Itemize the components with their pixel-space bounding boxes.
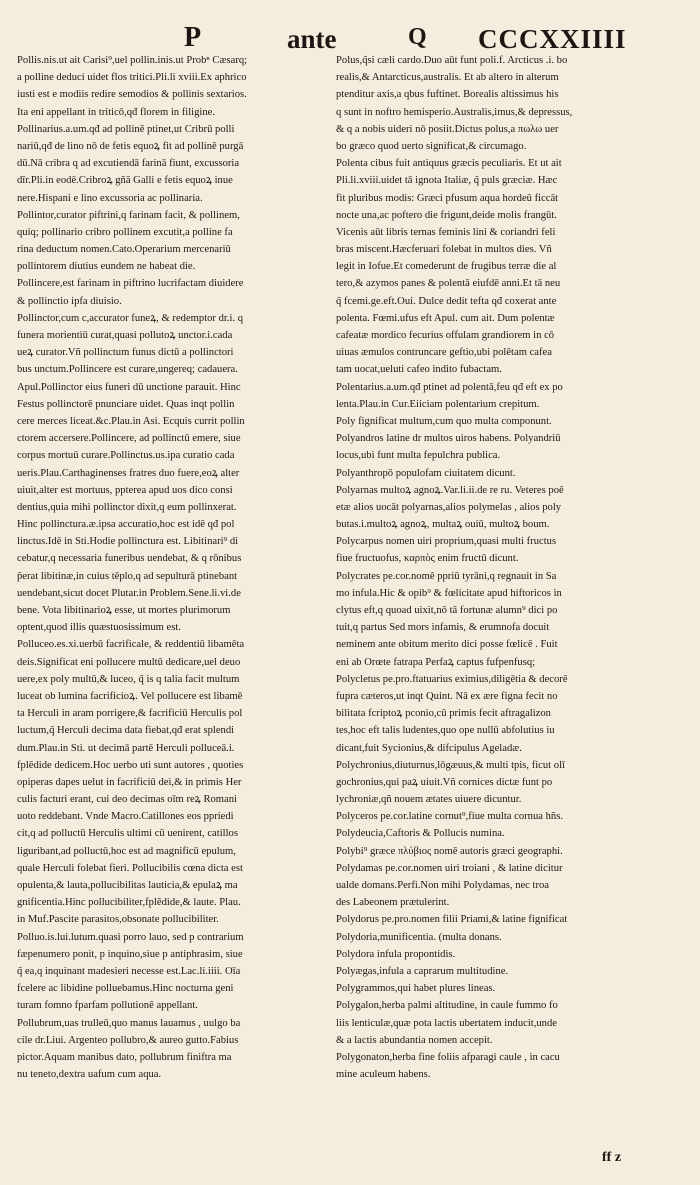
left-column-line: uere,ex poly multū,& luceo, q̃ is q talia facit multum xyxy=(17,673,240,685)
right-column-line: Polenta cibus fuit antiquus græcis peculiaris. Et ut ait xyxy=(336,158,562,170)
right-column-line: q̃ fcemi.ge.eft.Oui. Dulce dedit tefta qđ coxerat ante xyxy=(336,295,557,307)
left-text-column xyxy=(17,52,328,1083)
left-column-line: q̃ ea,q inquinant madesieri necesse est.Lac.li.iiii. Oīa xyxy=(17,965,241,977)
left-column-line: in Muf.Pascite parasitos,obsonate pollucibiliter. xyxy=(17,914,219,926)
right-column-line: Polychronius,diuturnus,lōgæuus,& multi tpis, ficut olī xyxy=(336,759,565,771)
left-column-line: Pollubrum,uas trulleū,quo manus lauamus , uulgo ba xyxy=(17,1017,241,1029)
right-column-line: clytus eft,q quoad uixit,nō tā fortunæ alumn⁹ dici po xyxy=(336,605,558,616)
right-column-line: Pli.li.xviii.uidet tā ignota Italiæ, q̃ puls græciæ. Hæc xyxy=(336,175,558,187)
right-column-line: Polydeucia,Caftoris & Pollucis numina. xyxy=(336,828,505,840)
right-column-line: bilitata fcriptoꝝ pconio,cū primis fecit aftragalizon xyxy=(336,708,551,720)
right-column-line: Polydoria,munificentia. (multa donans. xyxy=(336,931,502,943)
right-column-line: dicant,fuit Sycionius,& difcipulus Ageladæ. xyxy=(336,742,522,754)
left-column-line: Pollintor,curator piftrini,q farinam facit, & pollinem, xyxy=(17,209,240,221)
right-column-line: q sunt in noftro hemisperio.Australis,imus,& depressus, xyxy=(336,106,573,118)
left-column-line: Pollis.nis.ut ait Carisi⁹,uel pollin.inis.ut Probⁿ Cæsarq; xyxy=(17,55,248,66)
right-column-line: des Labeonem prætulerint. xyxy=(336,897,450,909)
right-column-line: polenta. Fœmi.ufus eft Apul. cum ait. Dum polentæ xyxy=(336,312,555,324)
right-column-line: Vicenis aūt libris ternas feminis lini & coriandri feli xyxy=(336,226,556,238)
left-column-line: Polluo.is.lui.lutum.quasi porro lauo, sed p contrarium xyxy=(17,931,244,943)
right-column-line: tes,hoc eft talis ludentes,quo ope nullū abfolutius iu xyxy=(336,725,555,737)
right-column-line: bras miscent.Hæcferuari folebat in multos dies. Vñ xyxy=(336,244,552,256)
left-column-line: quiq; pollinario cribro pollinem excutit,a polline fa xyxy=(17,226,233,238)
right-column-line: Polybi⁹ græce πλύβιος nomē autoris græci geographi. xyxy=(336,845,563,857)
folio-number: CCCXXIIII xyxy=(478,24,627,54)
right-column-line: fupra cæteros,ut inqt Quint. Nā ex ære figna fecit no xyxy=(336,690,558,702)
left-column-line: nere.Hispani e lino excussoria ac pollinaria. xyxy=(17,192,203,204)
right-column-line: cafeatæ mordico fecurius offulam grandiorem in cō xyxy=(336,330,555,341)
left-column-line: opulenta,& lauta,pollucibilitas lauticia,& epulaꝝ ma xyxy=(17,880,238,891)
right-column-line: uiuas æmulos contruncare geftio,ubi polētam cafea xyxy=(336,347,552,359)
left-column-line: dīr.Pli.in eodē.Cribroꝝ gñā Galli e fetis equoꝝ inue xyxy=(17,175,233,187)
left-column-line: Pollinctor,cum c,accurator funeꝝ, & redemptor dr.i. q xyxy=(17,312,244,324)
left-column-line: quale Herculi folebat fieri. Pollucibilis cœna dicta est xyxy=(17,862,243,874)
left-column-line: cebatur,q necessaria funeribus uendebat, & q rōnibus xyxy=(17,553,242,565)
right-column-line: Polycarpus nomen uiri proprium,quasi multi fructus xyxy=(336,536,557,548)
left-column-line: Ita eni appellant in triticō,qđ florem in filigine. xyxy=(17,106,215,118)
left-column-line: culis facturi erant, cui deo decimas oīm reꝝ Romani xyxy=(17,794,237,806)
left-column-line: pollintorem diutius eundem ne habeat die. xyxy=(17,261,196,273)
left-column-line: luctum,q̃ Herculi decima data fiebat,qđ erat splendi xyxy=(17,725,235,737)
right-column-line: Polygrammos,qui habet plures lineas. xyxy=(336,983,496,995)
right-column-line: Polygonaton,herba fine foliis afparagi caule , in cacu xyxy=(336,1051,560,1063)
right-column-line: & a lactis abundantia nomen accepit. xyxy=(336,1034,493,1046)
right-column-line: tero,& azymos panes & polentā eiufdē anni.Et tā neu xyxy=(336,278,561,290)
right-column-line: lychroniæ,qñ nouem ætates uiuere dicuntur. xyxy=(336,794,522,806)
left-column-line: pictor.Aquam manibus dato, pollubrum finiftra ma xyxy=(17,1051,232,1063)
left-column-line: ueꝝ curator.Vñ pollinctum funus dictū a pollinctori xyxy=(17,347,234,359)
header-word: ante xyxy=(287,24,337,54)
right-column-line: Poly fignificat multum,cum quo multa componunt. xyxy=(336,415,552,427)
right-column-line: eni ab Orœte fatrapa Perfaꝝ captus fufpenfusq; xyxy=(336,656,536,668)
left-column-line: funera morientiū curat,quasi pollutoꝝ unctor.i.cada xyxy=(17,330,233,341)
left-column-line: uoto reddebant. Vnde Macro.Catillones eos ppriedi xyxy=(17,811,234,823)
right-column-line: & q a nobis uideri nō posiit.Dictus polus,a πωλω uer xyxy=(336,123,559,135)
left-column-line: iusti est e modiis redire semodios & pollinis sextarios. xyxy=(17,89,247,101)
right-column-line: gochronius,qui paꝝ uiuit.Vñ cornices dictæ funt po xyxy=(336,776,553,788)
left-column-line: gnificentia.Hinc pollucibiliter,fplēdide,& laute. Plau. xyxy=(17,897,241,909)
left-column-line: cere merces liceat.&c.Plau.in Asi. Ecquis currit pollin xyxy=(17,415,245,427)
right-column-line: Polyægas,infula a caprarum multitudine. xyxy=(336,965,509,977)
right-column-line: tam uocat,ueluti cafeo indito fubactam. xyxy=(336,364,502,376)
left-column-line: Hinc pollinctura.æ.ipsa accuratio,hoc est idē qđ pol xyxy=(17,519,235,531)
left-column-line: uiuit,alter est mortuus, ppterea apud uos dico consi xyxy=(17,484,233,496)
right-column-line: ptenditur axis,a qbus fuftinet. Borealis altissimus his xyxy=(336,89,559,101)
left-column-line: dū.Nā cribra q ad excutiendā farinā fiunt, excussoria xyxy=(17,158,240,170)
left-column-line: nariū,qđ de lino nō de fetis equoꝝ fit ad pollinē purgā xyxy=(17,140,244,152)
right-column-line: locus,ubi funt multa fepulchra publica. xyxy=(336,450,501,462)
right-column-line: Polycrates pe.cor.nomē ppriū tyrāni,q regnauit in Sa xyxy=(336,570,557,582)
left-column-line: ta Herculi in aram porrigere,& facrificiū Herculis pol xyxy=(17,708,243,720)
left-column-line: corpus mortuū curare.Pollinctus.us.ipa curatio cada xyxy=(17,450,235,462)
left-column-line: Festus pollinctorē pnunciare uidet. Quas inqt pollin xyxy=(17,398,235,410)
right-column-line: Polydamas pe.cor.nomen uiri troiani , & latine dicitur xyxy=(336,862,563,874)
left-column-line: fæpenumero ponit, p inquino,siue p antiphrasim, siue xyxy=(17,948,243,960)
right-column-line: Polyanthropō populofam ciuitatem dicunt. xyxy=(336,467,516,479)
right-column-line: Polentarius.a.um.qđ ptinet ad polentā,feu qđ eft ex po xyxy=(336,381,563,393)
right-column-line: fiue fructuofus, καρπὸς enim fructū dicunt. xyxy=(336,553,519,565)
right-column-line: etæ alios uocāt polyarnas,alios polymelas , alios poly xyxy=(336,501,562,513)
left-column-line: Polluceo.es.xi.uerbū facrificale, & reddentiū libamēta xyxy=(17,639,245,651)
left-column-line: optent,quod illis quæstuosissimum est. xyxy=(17,622,181,634)
right-column-line: Polyceros pe.cor.latine cornut⁹,fiue multa cornua hñs. xyxy=(336,811,563,823)
right-column-line: tuit,q partus Sed mors infamis, & erumnofa docuit xyxy=(336,622,550,634)
left-column-line: deis.Significat eni pollucere multū dedicare,uel deuo xyxy=(17,656,241,668)
right-text-column xyxy=(336,52,660,1083)
right-column-line: Polydora infula propontidis. xyxy=(336,948,456,960)
left-column-line: nu teneto,dextra uafum cum aqua. xyxy=(17,1069,162,1081)
right-column-line: fit pluribus modis: Græci pfusum aqua hordeū ficcāt xyxy=(336,192,559,204)
right-column-line: Polus,q̃si cæli cardo.Duo aūt funt poli.f. Arcticus .i. bo xyxy=(336,55,568,66)
left-column-line: fcelere ac libidine polluebamus.Hinc nocturna geni xyxy=(17,983,234,995)
left-column-line: fplēdide dedicem.Hoc uerbo uti sunt autores , quoties xyxy=(17,759,244,771)
left-column-line: cit,q ad polluctū Herculis ultimi cū uenirent, catillos xyxy=(17,828,238,840)
left-column-line: Pollinarius.a.um.qđ ad pollinē ptinet,ut Cribrū polli xyxy=(17,123,235,135)
signature-mark: ff z xyxy=(602,1150,622,1165)
left-column-line: Pollincere,est farinam in piftrino lucrifactam diuidere xyxy=(17,278,244,290)
right-column-line: nocte una,ac poftero die frigunt,deide molis frangūt. xyxy=(336,209,557,221)
left-column-line: & pollinctio ipfa diuisio. xyxy=(17,295,122,307)
right-column-line: Polycletus pe.pro.ftatuarius eximius,diligētia & decorē xyxy=(336,673,568,685)
right-column-line: Polyandros latine dr multos uiros habens. Polyandriū xyxy=(336,433,561,445)
left-column-line: Apul.Pollinctor eius funeri dū unctione parauit. Hinc xyxy=(17,381,241,393)
right-column-line: Polygalon,herba palmi altitudine, in caule fummo fo xyxy=(336,1000,558,1012)
header-letter: P xyxy=(184,22,202,53)
left-column-line: liguribant,ad polluctū,hoc est ad magnificū epulum, xyxy=(17,845,236,857)
right-column-line: realis,& Antarcticus,australis. Et ab altero in alterum xyxy=(336,72,559,84)
right-column-line: ualde domans.Perfi.Non mihi Polydamas, nec troa xyxy=(336,880,550,891)
left-column-line: ctorem accersere.Pollincere, ad pollinctū emere, siue xyxy=(17,433,241,445)
right-column-line: liis lenticulæ,quæ pota lactis ubertatem inducit,unde xyxy=(336,1017,557,1029)
left-column-line: rina deductum nomen.Cato.Operarium mercenariū xyxy=(17,244,231,256)
left-column-line: bene. Vota libitinarioꝝ esse, ut mortes plurimorum xyxy=(17,605,231,616)
right-column-line: mine aculeum habens. xyxy=(336,1069,431,1081)
left-column-line: uendebant,sicut docet Plutar.in Problem.Sene.li.vi.de xyxy=(17,587,241,599)
left-column-line: dum.Plau.in Sti. ut decimā partē Herculi polluceā.i. xyxy=(17,742,235,754)
right-column-line: Polyarnas multoꝝ agnoꝝ.Var.li.ii.de re ru. Veteres poē xyxy=(336,484,564,496)
left-column-line: p̃erat libitinæ,in cuius tēplo,q ad sepulturā ptinebant xyxy=(17,570,238,582)
right-column-line: mo infula.Hic & opib⁹ & fœlicitate apud hiftoricos in xyxy=(336,587,562,599)
header-mark: Q xyxy=(408,24,427,50)
right-column-line: neminem ante obitum merito dici posse fœlicē . Fuit xyxy=(336,639,558,651)
left-column-line: opiperas dapes uelut in facrificiū dei,& in primis Her xyxy=(17,776,242,788)
left-column-line: ueris.Plau.Carthaginenses fratres duo fuere,eoꝝ alter xyxy=(17,467,240,479)
left-column-line: luceat ob lumina facrificioꝝ. Vel pollucere est libamē xyxy=(17,690,243,702)
left-column-line: cile dr.Liui. Argenteo pollubro,& aureo gutto.Fabius xyxy=(17,1034,239,1046)
right-column-line: legit in Iofue.Et comederunt de frugibus terræ die al xyxy=(336,261,557,273)
left-column-line: linctus.Idē in Sti.Hodie pollinctura est. Libitinari⁹ di xyxy=(17,536,239,548)
right-column-line: Polydorus pe.pro.nomen filii Priami,& latine fignificat xyxy=(336,914,568,926)
left-column-line: turam fomno fparfam pollutionē appellant. xyxy=(17,1000,198,1012)
left-column-line: a polline deduci uidet flos tritici.Pli.li xviii.Ex aphrico xyxy=(17,72,247,84)
left-column-line: bus unctum.Pollincere est curare,ungereq; cadauera. xyxy=(17,364,238,376)
left-column-line: dentius,quia mihi pollinctor dixit,q eum pollinxerat. xyxy=(17,501,237,513)
right-column-line: lenta.Plau.in Cur.Eiiciam polentarium crepitum. xyxy=(336,398,540,410)
right-column-line: bo græco quod uerto significat,& circumago. xyxy=(336,140,527,152)
right-column-line: butas.i.multoꝝ agnoꝝ, multaꝝ ouiū, multoꝝ boum. xyxy=(336,519,550,531)
